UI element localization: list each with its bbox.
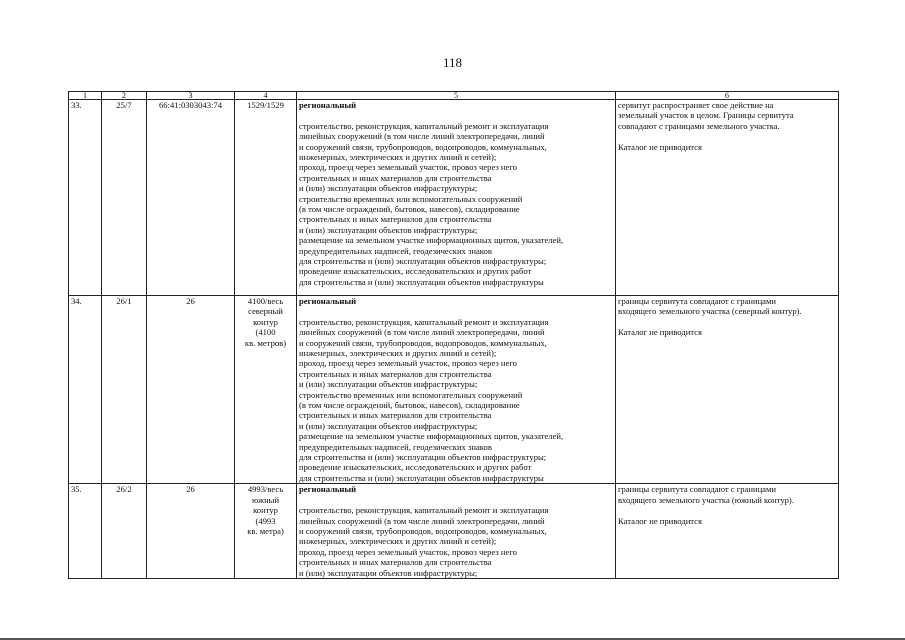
boundaries-line: земельный участок в целом. Границы сервитута [618,110,794,121]
catalog-note: Каталог не приводится [618,327,702,338]
area-cell [235,484,297,579]
area-line: контур [253,316,278,327]
header-cell: 2 [102,92,147,100]
boundaries-line: сервитут распространяет свое действие на [618,100,774,110]
area-line: контур [253,505,278,516]
row-number: 33. [71,100,82,110]
cadastral-number-cell [147,296,235,484]
boundaries-line: границы сервитута совпадают с границами [618,296,777,306]
purpose-line: для строительства и (или) эксплуатации объектов инфраструктуры [299,472,544,483]
purpose-line: строительство, реконструкция, капитальный ремонт и эксплуатация [299,120,549,131]
cadastral-number-cell [147,484,235,579]
area-line: (4100 [255,327,276,338]
servitude-type: региональный [299,100,357,110]
purpose-line: и (или) эксплуатации объектов инфраструктуры; [299,379,478,390]
cadastral-number: 66:41:0303043:74 [158,100,223,110]
purpose-line: размещение на земельном участке информационных щитов, указателей, [299,431,564,442]
spacer [299,110,613,120]
area-cell [235,100,297,296]
spacer [618,317,836,327]
purpose-line: для строительства и (или) эксплуатации объектов инфраструктуры; [299,452,547,463]
purpose-cell [297,484,616,579]
purpose-line: строительных и иных материалов для строительства [299,172,492,183]
cadastral-number-cell [147,100,235,296]
purpose-line: (в том числе ограждений, бытовок, навесов), складирование [299,400,520,411]
servitude-table [68,91,839,579]
purpose-line: для строительства и (или) эксплуатации объектов инфраструктуры; [299,256,547,267]
purpose-line: проведение изыскательских, исследовательских и других работ [299,462,532,473]
spacer [299,495,613,505]
row-number-cell [69,484,102,579]
purpose-line: строительство временных или вспомогательных сооружений [299,389,523,400]
purpose-line: строительство временных или вспомогательных сооружений [299,193,523,204]
servitude-id-cell [102,296,147,484]
boundaries-line: совпадают с границами земельного участка. [618,120,780,131]
purpose-line: строительство, реконструкция, капитальный ремонт и эксплуатация [299,316,549,327]
purpose-line: линейных сооружений (в том числе линий электропередачи, линий [299,515,545,526]
purpose-line: и сооружений связи, трубопроводов, водопроводов, коммунальных, [299,525,547,536]
header-cell: 1 [69,92,102,100]
catalog-note: Каталог не приводится [618,515,702,526]
header-row [69,92,839,100]
servitude-id-cell [102,100,147,296]
row-number: 35. [71,484,82,495]
header-cell: 4 [235,92,297,100]
purpose-line: инженерных, электрических и других линий и сетей); [299,348,497,359]
purpose-line: инженерных, электрических и других линий и сетей); [299,536,497,547]
row-number-cell [69,100,102,296]
area-line: 1529/1529 [247,100,284,110]
purpose-line: строительных и иных материалов для строительства [299,214,492,225]
cadastral-number: 26 [186,296,195,306]
header-cell: 5 [297,92,616,100]
purpose-line: проведение изыскательских, исследовательских и других работ [299,266,532,277]
spacer [618,131,836,141]
purpose-line: строительных и иных материалов для строительства [299,410,492,421]
purpose-cell [297,296,616,484]
purpose-line: и (или) эксплуатации объектов инфраструктуры; [299,567,478,578]
servitude-type: региональный [299,484,357,495]
header-cell: 3 [147,92,235,100]
purpose-line: для строительства и (или) эксплуатации объектов инфраструктуры [299,276,544,287]
boundaries-cell [616,296,839,484]
purpose-line: проход, проезд через земельный участок, провоз через него [299,358,517,369]
cadastral-number: 26 [186,484,195,495]
spacer [299,306,613,316]
purpose-line: строительство, реконструкция, капитальный ремонт и эксплуатация [299,505,549,516]
boundaries-cell [616,100,839,296]
table-row [69,296,839,484]
boundaries-cell [616,484,839,579]
catalog-note: Каталог не приводится [618,141,702,152]
area-line: 4993/весь [247,484,284,495]
purpose-line: проход, проезд через земельный участок, провоз через него [299,546,517,557]
purpose-line: предупредительных надписей, геодезических знаков [299,441,492,452]
servitude-id-cell [102,484,147,579]
table-row [69,100,839,296]
purpose-line: линейных сооружений (в том числе линий электропередачи, линий [299,327,545,338]
purpose-line: проход, проезд через земельный участок, провоз через него [299,162,517,173]
area-line: (4993 [255,515,276,526]
purpose-line: и сооружений связи, трубопроводов, водопроводов, коммунальных, [299,337,547,348]
boundaries-line: границы сервитута совпадают с границами [618,484,777,495]
purpose-line: (в том числе ограждений, бытовок, навесов), складирование [299,204,520,215]
area-line: 4100/весь [247,296,284,306]
purpose-line: и (или) эксплуатации объектов инфраструктуры; [299,420,478,431]
row-number-cell [69,296,102,484]
area-line: кв. метра) [247,525,284,536]
servitude-type: региональный [299,296,357,306]
area-cell [235,296,297,484]
purpose-line: линейных сооружений (в том числе линий электропередачи, линий [299,131,545,142]
boundaries-line: входящего земельного участка (северный контур). [618,306,802,317]
purpose-line: размещение на земельном участке информационных щитов, указателей, [299,235,564,246]
purpose-line: строительных и иных материалов для строительства [299,557,492,568]
area-line: кв. метров) [244,337,287,348]
purpose-line: инженерных, электрических и других линий и сетей); [299,152,497,163]
servitude-id: 26/2 [116,484,132,495]
purpose-cell [297,100,616,296]
purpose-line: и (или) эксплуатации объектов инфраструктуры; [299,183,478,194]
servitude-id: 25/7 [116,100,132,110]
page-number: 118 [442,55,463,70]
boundaries-line: входящего земельного участка (южный контур). [618,494,794,505]
header-cell: 6 [616,92,839,100]
area-line: южный [251,494,280,505]
row-number: 34. [71,296,82,306]
purpose-line: предупредительных надписей, геодезических знаков [299,245,492,256]
purpose-line: строительных и иных материалов для строительства [299,368,492,379]
table-row [69,484,839,579]
area-line: северный [248,306,283,317]
spacer [618,505,836,515]
servitude-id: 26/1 [116,296,132,306]
purpose-line: и (или) эксплуатации объектов инфраструктуры; [299,224,478,235]
purpose-line: и сооружений связи, трубопроводов, водопроводов, коммунальных, [299,141,547,152]
